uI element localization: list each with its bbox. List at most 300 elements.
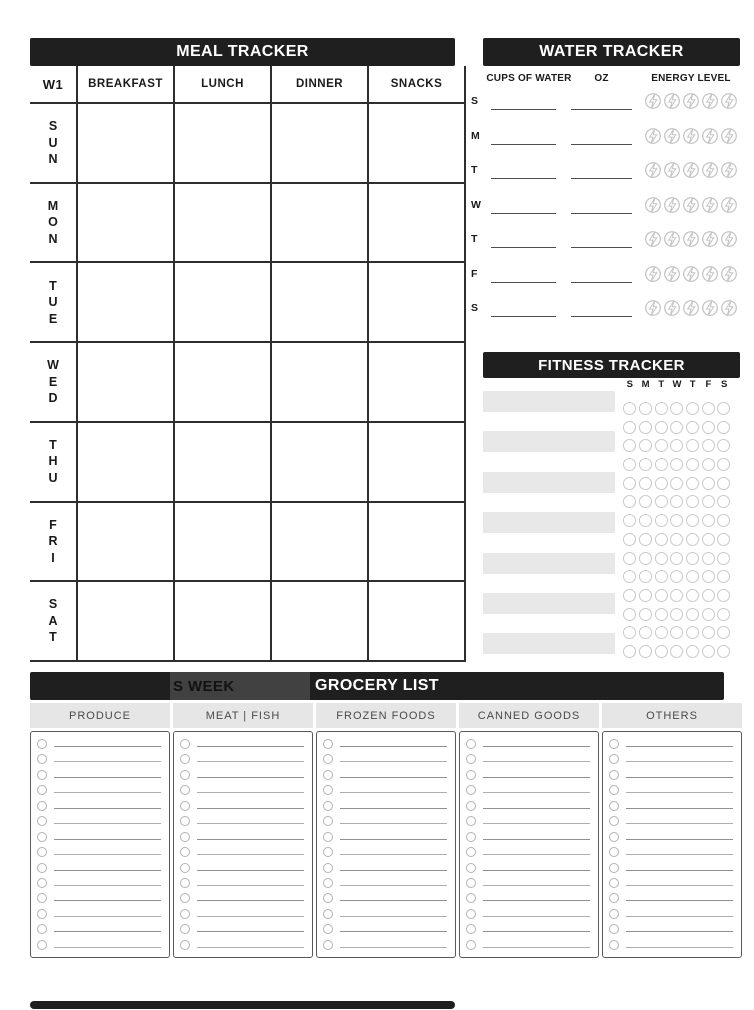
item-checkbox-circle[interactable] [323,924,333,934]
oz-entry-line[interactable] [571,178,632,179]
fitness-check-circle[interactable] [686,552,699,565]
fitness-check-circle[interactable] [717,477,730,490]
fitness-check-circle[interactable] [670,402,683,415]
fitness-check-circle[interactable] [670,645,683,658]
fitness-check-circle[interactable] [702,626,715,639]
item-checkbox-circle[interactable] [609,863,619,873]
meal-entry-cell[interactable] [369,263,466,343]
activity-slot[interactable] [483,593,615,614]
item-entry-line[interactable] [626,746,733,747]
item-checkbox-circle[interactable] [466,754,476,764]
item-checkbox-circle[interactable] [609,785,619,795]
item-checkbox-circle[interactable] [323,847,333,857]
activity-slot[interactable] [483,472,615,493]
fitness-check-circle[interactable] [717,589,730,602]
meal-entry-cell[interactable] [78,582,175,662]
item-checkbox-circle[interactable] [609,754,619,764]
fitness-check-circle[interactable] [717,458,730,471]
fitness-check-circle[interactable] [702,477,715,490]
item-entry-line[interactable] [197,746,304,747]
item-entry-line[interactable] [340,885,447,886]
fitness-check-circle[interactable] [686,645,699,658]
item-entry-line[interactable] [626,854,733,855]
fitness-check-circle[interactable] [655,477,668,490]
item-entry-line[interactable] [483,854,590,855]
item-checkbox-circle[interactable] [466,893,476,903]
item-checkbox-circle[interactable] [180,754,190,764]
item-entry-line[interactable] [340,823,447,824]
fitness-check-circle[interactable] [686,402,699,415]
fitness-check-circle[interactable] [670,477,683,490]
item-checkbox-circle[interactable] [609,909,619,919]
item-checkbox-circle[interactable] [323,909,333,919]
fitness-check-circle[interactable] [655,589,668,602]
item-entry-line[interactable] [340,931,447,932]
item-checkbox-circle[interactable] [466,739,476,749]
meal-entry-cell[interactable] [369,343,466,423]
fitness-check-circle[interactable] [655,514,668,527]
fitness-check-circle[interactable] [686,495,699,508]
fitness-check-circle[interactable] [702,402,715,415]
item-checkbox-circle[interactable] [466,832,476,842]
item-checkbox-circle[interactable] [323,816,333,826]
item-entry-line[interactable] [483,746,590,747]
fitness-check-circle[interactable] [655,552,668,565]
energy-bolt-icon[interactable] [701,92,719,110]
cups-entry-line[interactable] [491,213,556,214]
fitness-check-circle[interactable] [717,552,730,565]
fitness-check-circle[interactable] [639,477,652,490]
item-checkbox-circle[interactable] [466,878,476,888]
fitness-check-circle[interactable] [702,608,715,621]
fitness-check-circle[interactable] [670,589,683,602]
fitness-check-circle[interactable] [623,645,636,658]
item-checkbox-circle[interactable] [37,940,47,950]
meal-entry-cell[interactable] [369,184,466,264]
item-entry-line[interactable] [340,870,447,871]
item-checkbox-circle[interactable] [37,847,47,857]
item-checkbox-circle[interactable] [180,739,190,749]
item-entry-line[interactable] [626,931,733,932]
fitness-check-circle[interactable] [639,589,652,602]
item-entry-line[interactable] [340,808,447,809]
activity-slot[interactable] [483,633,615,654]
fitness-check-circle[interactable] [670,514,683,527]
item-checkbox-circle[interactable] [37,909,47,919]
fitness-check-circle[interactable] [686,608,699,621]
item-checkbox-circle[interactable] [323,739,333,749]
energy-bolt-icon[interactable] [701,161,719,179]
oz-entry-line[interactable] [571,247,632,248]
item-entry-line[interactable] [340,746,447,747]
fitness-check-circle[interactable] [670,552,683,565]
fitness-check-circle[interactable] [655,495,668,508]
fitness-check-circle[interactable] [702,589,715,602]
cups-entry-line[interactable] [491,144,556,145]
item-checkbox-circle[interactable] [466,863,476,873]
energy-bolt-icon[interactable] [663,265,681,283]
fitness-check-circle[interactable] [639,514,652,527]
fitness-check-circle[interactable] [623,589,636,602]
fitness-check-circle[interactable] [623,402,636,415]
item-checkbox-circle[interactable] [323,878,333,888]
fitness-check-circle[interactable] [623,477,636,490]
energy-bolt-icon[interactable] [720,196,738,214]
energy-bolt-icon[interactable] [663,230,681,248]
fitness-check-circle[interactable] [655,626,668,639]
fitness-check-circle[interactable] [717,402,730,415]
energy-bolt-icon[interactable] [682,299,700,317]
fitness-check-circle[interactable] [655,439,668,452]
item-entry-line[interactable] [626,916,733,917]
item-entry-line[interactable] [54,947,161,948]
fitness-check-circle[interactable] [717,626,730,639]
fitness-check-circle[interactable] [717,533,730,546]
item-entry-line[interactable] [483,761,590,762]
oz-entry-line[interactable] [571,213,632,214]
item-checkbox-circle[interactable] [180,924,190,934]
item-entry-line[interactable] [626,823,733,824]
energy-bolt-icon[interactable] [663,196,681,214]
item-checkbox-circle[interactable] [466,940,476,950]
item-entry-line[interactable] [54,885,161,886]
item-entry-line[interactable] [54,761,161,762]
item-checkbox-circle[interactable] [323,801,333,811]
energy-bolt-icon[interactable] [663,299,681,317]
item-checkbox-circle[interactable] [37,801,47,811]
oz-entry-line[interactable] [571,144,632,145]
fitness-check-circle[interactable] [702,458,715,471]
item-checkbox-circle[interactable] [180,847,190,857]
fitness-check-circle[interactable] [655,421,668,434]
item-entry-line[interactable] [197,792,304,793]
item-checkbox-circle[interactable] [180,801,190,811]
meal-entry-cell[interactable] [272,423,369,503]
fitness-check-circle[interactable] [639,458,652,471]
energy-bolt-icon[interactable] [682,127,700,145]
item-checkbox-circle[interactable] [609,847,619,857]
fitness-check-circle[interactable] [623,570,636,583]
item-checkbox-circle[interactable] [37,924,47,934]
activity-slot[interactable] [483,512,615,533]
fitness-check-circle[interactable] [639,552,652,565]
fitness-check-circle[interactable] [686,589,699,602]
item-checkbox-circle[interactable] [323,770,333,780]
item-entry-line[interactable] [197,885,304,886]
meal-entry-cell[interactable] [175,582,272,662]
item-checkbox-circle[interactable] [323,893,333,903]
fitness-check-circle[interactable] [623,439,636,452]
fitness-check-circle[interactable] [655,533,668,546]
fitness-check-circle[interactable] [702,514,715,527]
fitness-check-circle[interactable] [639,608,652,621]
item-entry-line[interactable] [340,854,447,855]
cups-entry-line[interactable] [491,316,556,317]
fitness-check-circle[interactable] [655,645,668,658]
energy-bolt-icon[interactable] [720,230,738,248]
item-checkbox-circle[interactable] [323,940,333,950]
item-entry-line[interactable] [54,792,161,793]
meal-entry-cell[interactable] [272,343,369,423]
item-checkbox-circle[interactable] [180,832,190,842]
item-checkbox-circle[interactable] [609,816,619,826]
item-checkbox-circle[interactable] [466,785,476,795]
item-entry-line[interactable] [483,792,590,793]
fitness-check-circle[interactable] [686,570,699,583]
fitness-check-circle[interactable] [670,421,683,434]
item-entry-line[interactable] [626,947,733,948]
fitness-check-circle[interactable] [670,458,683,471]
fitness-check-circle[interactable] [717,645,730,658]
item-entry-line[interactable] [197,916,304,917]
fitness-check-circle[interactable] [623,421,636,434]
meal-entry-cell[interactable] [175,184,272,264]
meal-entry-cell[interactable] [175,343,272,423]
energy-bolt-icon[interactable] [720,127,738,145]
item-entry-line[interactable] [483,823,590,824]
item-entry-line[interactable] [197,854,304,855]
energy-bolt-icon[interactable] [701,265,719,283]
item-entry-line[interactable] [197,761,304,762]
energy-bolt-icon[interactable] [720,265,738,283]
energy-bolt-icon[interactable] [701,196,719,214]
item-checkbox-circle[interactable] [37,770,47,780]
fitness-check-circle[interactable] [655,458,668,471]
energy-bolt-icon[interactable] [720,299,738,317]
item-entry-line[interactable] [197,808,304,809]
item-checkbox-circle[interactable] [609,739,619,749]
cups-entry-line[interactable] [491,247,556,248]
item-entry-line[interactable] [626,900,733,901]
energy-bolt-icon[interactable] [701,127,719,145]
fitness-check-circle[interactable] [702,421,715,434]
item-checkbox-circle[interactable] [37,754,47,764]
item-entry-line[interactable] [54,746,161,747]
item-checkbox-circle[interactable] [180,893,190,903]
energy-bolt-icon[interactable] [682,92,700,110]
item-checkbox-circle[interactable] [323,832,333,842]
cups-entry-line[interactable] [491,178,556,179]
fitness-check-circle[interactable] [717,421,730,434]
energy-bolt-icon[interactable] [720,92,738,110]
item-checkbox-circle[interactable] [37,832,47,842]
meal-entry-cell[interactable] [78,423,175,503]
fitness-check-circle[interactable] [623,458,636,471]
fitness-check-circle[interactable] [623,533,636,546]
item-entry-line[interactable] [483,947,590,948]
item-checkbox-circle[interactable] [609,924,619,934]
meal-entry-cell[interactable] [272,582,369,662]
energy-bolt-icon[interactable] [644,299,662,317]
item-entry-line[interactable] [626,777,733,778]
energy-bolt-icon[interactable] [663,161,681,179]
item-entry-line[interactable] [483,931,590,932]
item-checkbox-circle[interactable] [180,770,190,780]
item-checkbox-circle[interactable] [609,878,619,888]
item-checkbox-circle[interactable] [323,863,333,873]
item-entry-line[interactable] [54,823,161,824]
energy-bolt-icon[interactable] [682,161,700,179]
item-entry-line[interactable] [197,947,304,948]
activity-slot[interactable] [483,431,615,452]
item-entry-line[interactable] [626,808,733,809]
fitness-check-circle[interactable] [670,495,683,508]
fitness-check-circle[interactable] [623,514,636,527]
item-entry-line[interactable] [54,854,161,855]
item-checkbox-circle[interactable] [37,785,47,795]
meal-entry-cell[interactable] [175,263,272,343]
item-entry-line[interactable] [197,870,304,871]
fitness-check-circle[interactable] [717,439,730,452]
fitness-check-circle[interactable] [655,402,668,415]
fitness-check-circle[interactable] [702,495,715,508]
fitness-check-circle[interactable] [717,608,730,621]
energy-bolt-icon[interactable] [644,265,662,283]
meal-entry-cell[interactable] [272,104,369,184]
item-checkbox-circle[interactable] [180,940,190,950]
fitness-check-circle[interactable] [670,626,683,639]
item-checkbox-circle[interactable] [466,770,476,780]
meal-entry-cell[interactable] [369,423,466,503]
item-checkbox-circle[interactable] [609,801,619,811]
fitness-check-circle[interactable] [686,533,699,546]
activity-slot[interactable] [483,391,615,412]
energy-bolt-icon[interactable] [701,230,719,248]
item-checkbox-circle[interactable] [323,754,333,764]
meal-entry-cell[interactable] [78,263,175,343]
energy-bolt-icon[interactable] [682,265,700,283]
item-checkbox-circle[interactable] [609,770,619,780]
fitness-check-circle[interactable] [702,552,715,565]
meal-entry-cell[interactable] [272,503,369,583]
item-entry-line[interactable] [54,777,161,778]
item-entry-line[interactable] [483,777,590,778]
item-checkbox-circle[interactable] [37,739,47,749]
meal-entry-cell[interactable] [78,184,175,264]
energy-bolt-icon[interactable] [644,92,662,110]
item-entry-line[interactable] [197,823,304,824]
energy-bolt-icon[interactable] [682,230,700,248]
item-entry-line[interactable] [197,931,304,932]
item-checkbox-circle[interactable] [609,893,619,903]
item-entry-line[interactable] [626,885,733,886]
fitness-check-circle[interactable] [702,533,715,546]
meal-entry-cell[interactable] [78,503,175,583]
item-checkbox-circle[interactable] [37,816,47,826]
fitness-check-circle[interactable] [670,570,683,583]
meal-entry-cell[interactable] [369,104,466,184]
fitness-check-circle[interactable] [702,570,715,583]
item-checkbox-circle[interactable] [180,878,190,888]
fitness-check-circle[interactable] [655,570,668,583]
fitness-check-circle[interactable] [623,608,636,621]
item-checkbox-circle[interactable] [37,893,47,903]
item-checkbox-circle[interactable] [466,924,476,934]
fitness-check-circle[interactable] [639,439,652,452]
item-checkbox-circle[interactable] [466,801,476,811]
item-entry-line[interactable] [54,931,161,932]
energy-bolt-icon[interactable] [663,92,681,110]
meal-entry-cell[interactable] [369,582,466,662]
item-entry-line[interactable] [54,916,161,917]
fitness-check-circle[interactable] [639,533,652,546]
item-entry-line[interactable] [197,900,304,901]
meal-entry-cell[interactable] [272,184,369,264]
energy-bolt-icon[interactable] [644,127,662,145]
oz-entry-line[interactable] [571,316,632,317]
item-entry-line[interactable] [54,870,161,871]
fitness-check-circle[interactable] [686,439,699,452]
fitness-check-circle[interactable] [670,533,683,546]
fitness-check-circle[interactable] [639,645,652,658]
cups-entry-line[interactable] [491,282,556,283]
fitness-check-circle[interactable] [639,570,652,583]
energy-bolt-icon[interactable] [644,196,662,214]
item-entry-line[interactable] [483,916,590,917]
fitness-check-circle[interactable] [717,495,730,508]
item-entry-line[interactable] [197,777,304,778]
energy-bolt-icon[interactable] [644,161,662,179]
fitness-check-circle[interactable] [670,608,683,621]
energy-bolt-icon[interactable] [644,230,662,248]
item-entry-line[interactable] [626,870,733,871]
item-checkbox-circle[interactable] [37,878,47,888]
meal-entry-cell[interactable] [369,503,466,583]
item-entry-line[interactable] [483,900,590,901]
fitness-check-circle[interactable] [623,626,636,639]
oz-entry-line[interactable] [571,282,632,283]
energy-bolt-icon[interactable] [663,127,681,145]
meal-entry-cell[interactable] [175,104,272,184]
item-entry-line[interactable] [626,761,733,762]
item-entry-line[interactable] [54,839,161,840]
cups-entry-line[interactable] [491,109,556,110]
fitness-check-circle[interactable] [686,421,699,434]
item-entry-line[interactable] [340,916,447,917]
fitness-check-circle[interactable] [639,402,652,415]
fitness-check-circle[interactable] [655,608,668,621]
item-checkbox-circle[interactable] [37,863,47,873]
fitness-check-circle[interactable] [686,477,699,490]
item-checkbox-circle[interactable] [180,863,190,873]
fitness-check-circle[interactable] [686,626,699,639]
item-checkbox-circle[interactable] [180,909,190,919]
energy-bolt-icon[interactable] [701,299,719,317]
energy-bolt-icon[interactable] [720,161,738,179]
meal-entry-cell[interactable] [78,343,175,423]
item-checkbox-circle[interactable] [466,816,476,826]
fitness-check-circle[interactable] [717,570,730,583]
item-checkbox-circle[interactable] [180,816,190,826]
fitness-check-circle[interactable] [639,626,652,639]
item-entry-line[interactable] [483,870,590,871]
item-checkbox-circle[interactable] [609,832,619,842]
item-entry-line[interactable] [626,792,733,793]
item-checkbox-circle[interactable] [323,785,333,795]
meal-entry-cell[interactable] [175,503,272,583]
item-entry-line[interactable] [54,900,161,901]
item-entry-line[interactable] [340,792,447,793]
item-entry-line[interactable] [483,839,590,840]
item-entry-line[interactable] [626,839,733,840]
oz-entry-line[interactable] [571,109,632,110]
meal-entry-cell[interactable] [78,104,175,184]
item-checkbox-circle[interactable] [466,847,476,857]
item-checkbox-circle[interactable] [180,785,190,795]
fitness-check-circle[interactable] [623,495,636,508]
meal-entry-cell[interactable] [175,423,272,503]
activity-slot[interactable] [483,553,615,574]
